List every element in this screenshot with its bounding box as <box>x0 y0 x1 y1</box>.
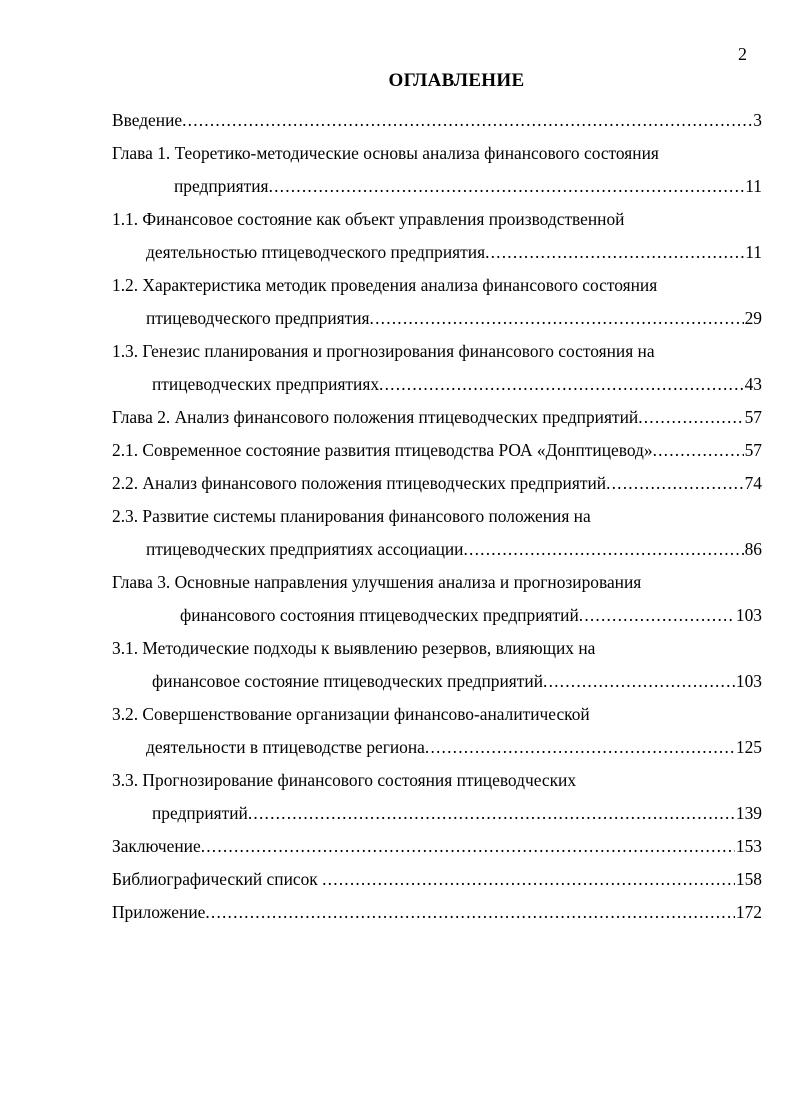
toc-entry-page: 139 <box>735 803 762 823</box>
dot-leader <box>606 467 744 500</box>
toc-entry-title-continued: предприятия <box>174 176 269 196</box>
dot-leader <box>379 368 744 401</box>
toc-entry-section-1-2[interactable] <box>112 269 762 335</box>
dot-leader <box>205 896 735 929</box>
toc-entry-title-continued: предприятий <box>152 803 248 823</box>
toc-entry-section-3-2[interactable] <box>112 698 762 764</box>
toc-entry-page: 74 <box>744 473 762 493</box>
toc-entry-section-1-1[interactable] <box>112 203 762 269</box>
toc-entry-page: 57 <box>744 440 762 460</box>
toc-entry-conclusion[interactable] <box>112 830 762 863</box>
toc-entry-chapter-1[interactable] <box>112 137 762 203</box>
toc-entry-page: 86 <box>744 539 762 559</box>
toc-entry-page: 158 <box>735 869 762 889</box>
dot-leader <box>248 797 735 830</box>
toc-entry-title-continued: финансовое состояние птицеводческих предприятий <box>152 671 544 691</box>
toc-entry-title: 1.2. Характеристика методик проведения анализа финансового состояния <box>112 275 658 295</box>
toc-entry-title-continued: деятельности в птицеводстве региона <box>146 737 425 757</box>
toc-entry-chapter-3[interactable] <box>112 566 762 632</box>
toc-entry-title: 2.2. Анализ финансового положения птицеводческих предприятий <box>112 473 607 493</box>
toc-entry-title-continued: деятельностью птицеводческого предприятия <box>146 242 486 262</box>
toc-entry-title: 3.2. Совершенствование организации финансово-аналитической <box>112 704 590 724</box>
toc-entry-title-continued: птицеводческого предприятия <box>146 308 370 328</box>
toc-entry-page: 3 <box>753 110 762 130</box>
dot-leader <box>579 599 735 632</box>
dot-leader <box>543 665 735 698</box>
dot-leader <box>653 434 744 467</box>
dot-leader <box>370 302 744 335</box>
toc-entry-section-3-3[interactable] <box>112 764 762 830</box>
toc-entry-title: Введение <box>112 110 183 130</box>
toc-entry-chapter-2[interactable] <box>112 401 762 434</box>
toc-entry-title-continued: финансового состояния птицеводческих предприятий <box>180 605 579 625</box>
toc-entry-section-2-1[interactable] <box>112 434 762 467</box>
toc-entry-introduction[interactable] <box>112 104 762 137</box>
toc-entry-title-continued: птицеводческих предприятиях ассоциации <box>146 539 464 559</box>
toc-entry-page: 125 <box>735 737 762 757</box>
toc-entry-appendix[interactable] <box>112 896 762 929</box>
table-of-contents <box>112 104 762 929</box>
page-number: 2 <box>738 44 747 64</box>
toc-entry-title-continued: птицеводческих предприятиях <box>152 374 380 394</box>
toc-entry-page: 11 <box>745 176 762 196</box>
toc-entry-page: 103 <box>735 671 762 691</box>
toc-entry-title: 3.3. Прогнозирование финансового состояния птицеводческих <box>112 770 577 790</box>
toc-entry-page: 172 <box>735 902 762 922</box>
toc-entry-bibliography[interactable] <box>112 863 762 896</box>
toc-entry-page: 43 <box>744 374 762 394</box>
toc-entry-page: 103 <box>735 605 762 625</box>
toc-entry-title: Приложение <box>112 902 206 922</box>
toc-entry-title: Глава 1. Теоретико-методические основы анализа финансового состояния <box>112 143 659 163</box>
toc-entry-title: 2.1. Современное состояние развития птицеводства РОА «Донптицевод» <box>112 440 653 460</box>
toc-entry-section-1-3[interactable] <box>112 335 762 401</box>
toc-entry-title: Заключение <box>112 836 201 856</box>
toc-entry-section-2-3[interactable] <box>112 500 762 566</box>
dot-leader <box>638 401 743 434</box>
toc-entry-title: 1.3. Генезис планирования и прогнозирования финансового состояния на <box>112 341 655 361</box>
toc-entry-title: Глава 3. Основные направления улучшения анализа и прогнозирования <box>112 572 642 592</box>
dot-leader <box>269 170 745 203</box>
toc-entry-page: 11 <box>745 242 762 262</box>
dot-leader <box>201 830 735 863</box>
toc-entry-title: 3.1. Методические подходы к выявлению резервов, влияющих на <box>112 638 596 658</box>
toc-entry-title: 1.1. Финансовое состояние как объект управления производственной <box>112 209 625 229</box>
toc-entry-title: Библиографический список <box>112 869 323 889</box>
toc-entry-page: 29 <box>744 308 762 328</box>
dot-leader <box>485 236 744 269</box>
toc-entry-title: 2.3. Развитие системы планирования финансового положения на <box>112 506 591 526</box>
dot-leader <box>182 104 752 137</box>
toc-entry-page: 153 <box>735 836 762 856</box>
dot-leader <box>464 533 744 566</box>
toc-entry-title: Глава 2. Анализ финансового положения птицеводческих предприятий <box>112 407 639 427</box>
dot-leader <box>425 731 735 764</box>
page-title: ОГЛАВЛЕНИЕ <box>388 70 525 91</box>
toc-entry-section-2-2[interactable] <box>112 467 762 500</box>
toc-entry-page: 57 <box>744 407 762 427</box>
dot-leader <box>322 863 735 896</box>
toc-entry-section-3-1[interactable] <box>112 632 762 698</box>
